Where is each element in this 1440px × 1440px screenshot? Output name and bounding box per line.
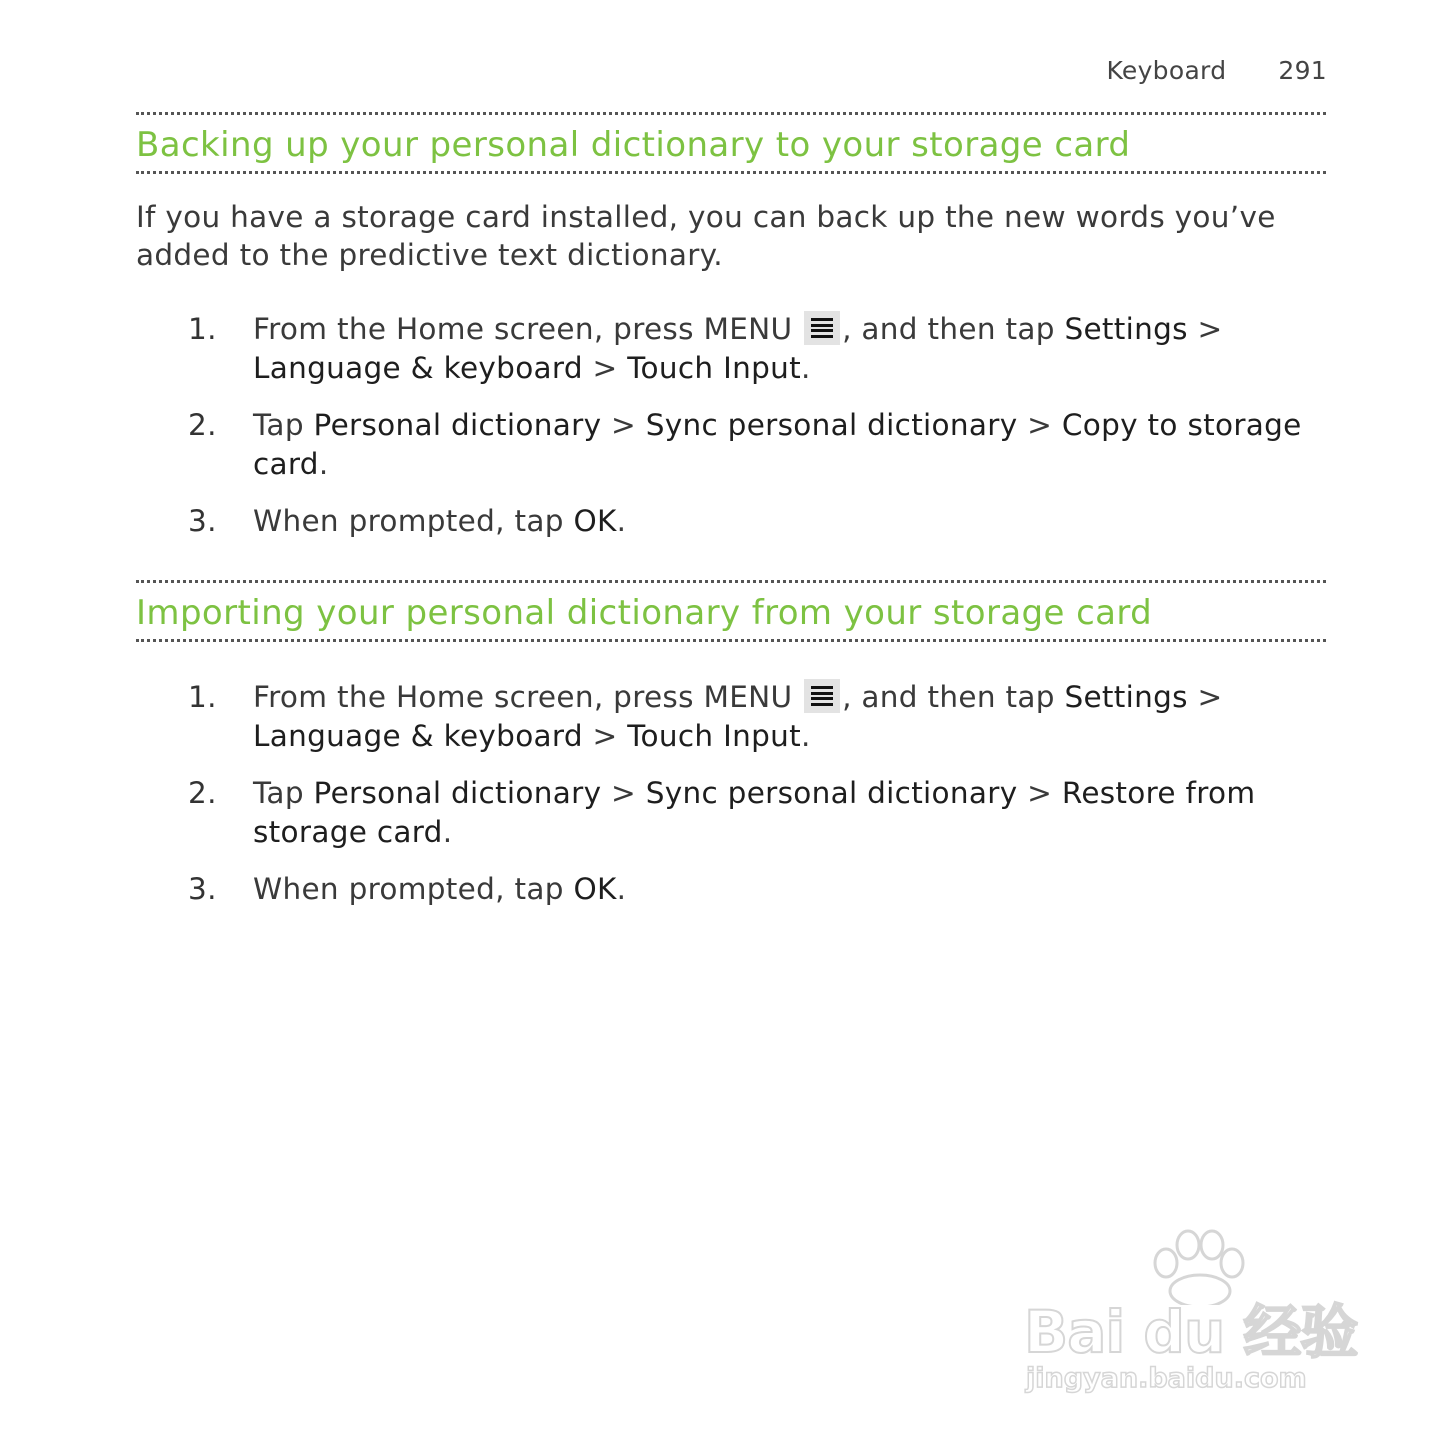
ui-term: Settings [1064, 312, 1188, 346]
step-text: From the Home screen, press MENU [253, 680, 803, 714]
ui-term: Copy to storage card [253, 408, 1302, 481]
watermark-url: jingyan.baidu.com [1026, 1363, 1307, 1394]
menu-key-icon [804, 679, 840, 713]
watermark-brand: Bai du 经验 [1024, 1298, 1358, 1366]
ui-term: Language & keyboard [253, 719, 583, 753]
chapter-name: Keyboard [1106, 56, 1227, 85]
ui-term: Language & keyboard [253, 351, 583, 385]
step-text: . [442, 815, 453, 849]
step-text: , and then tap [842, 680, 1065, 714]
step-number: 1. [188, 312, 217, 346]
ui-term: Sync personal dictionary [645, 776, 1018, 810]
section-backup [136, 112, 1326, 559]
step-number: 2. [188, 408, 217, 442]
step-text: Tap [253, 776, 314, 810]
ui-term: OK [573, 872, 617, 906]
step-text: . [800, 351, 811, 385]
section-title: Importing your personal dictionary from your storage card [136, 593, 1153, 633]
ui-term: Restore from storage card [253, 776, 1256, 849]
step-text: . [800, 719, 811, 753]
step-text: > [1017, 408, 1062, 442]
step-text: . [616, 504, 627, 538]
step-number: 3. [188, 504, 217, 538]
ui-term: Personal dictionary [313, 776, 602, 810]
steps-list [136, 678, 1326, 909]
section-import [136, 580, 1326, 927]
ui-term: Settings [1064, 680, 1188, 714]
list-item [136, 870, 1326, 909]
section-title: Backing up your personal dictionary to your storage card [136, 125, 1131, 165]
step-text: From the Home screen, press MENU [253, 312, 803, 346]
list-item [136, 310, 1326, 388]
ui-term: Sync personal dictionary [645, 408, 1018, 442]
step-text: > [1017, 776, 1062, 810]
step-text: Tap [253, 408, 314, 442]
step-text: . [318, 447, 329, 481]
list-item [136, 502, 1326, 541]
ui-term: Touch Input [627, 351, 801, 385]
baidu-watermark [1020, 1225, 1360, 1395]
ui-term: OK [573, 504, 617, 538]
page-header [1106, 56, 1327, 85]
step-number: 1. [188, 680, 217, 714]
step-text: > [601, 776, 646, 810]
step-text: > [582, 719, 628, 753]
step-text: , and then tap [842, 312, 1065, 346]
menu-key-icon [804, 311, 840, 345]
step-text: > [1187, 680, 1223, 714]
section-title-rule [136, 580, 1326, 642]
steps-list [136, 310, 1326, 541]
step-text: > [601, 408, 646, 442]
step-number: 2. [188, 776, 217, 810]
section-title-rule [136, 112, 1326, 174]
step-text: When prompted, tap [253, 872, 574, 906]
list-item [136, 678, 1326, 756]
step-text: > [1187, 312, 1223, 346]
list-item [136, 406, 1326, 484]
step-text: > [582, 351, 628, 385]
list-item [136, 774, 1326, 852]
ui-term: Personal dictionary [313, 408, 602, 442]
step-text: When prompted, tap [253, 504, 574, 538]
step-text: . [616, 872, 627, 906]
intro-paragraph: If you have a storage card installed, you can back up the new words you’ve added to the predictive text dictionary. [136, 200, 1276, 272]
ui-term: Touch Input [627, 719, 801, 753]
step-number: 3. [188, 872, 217, 906]
page-number: 291 [1278, 56, 1327, 85]
